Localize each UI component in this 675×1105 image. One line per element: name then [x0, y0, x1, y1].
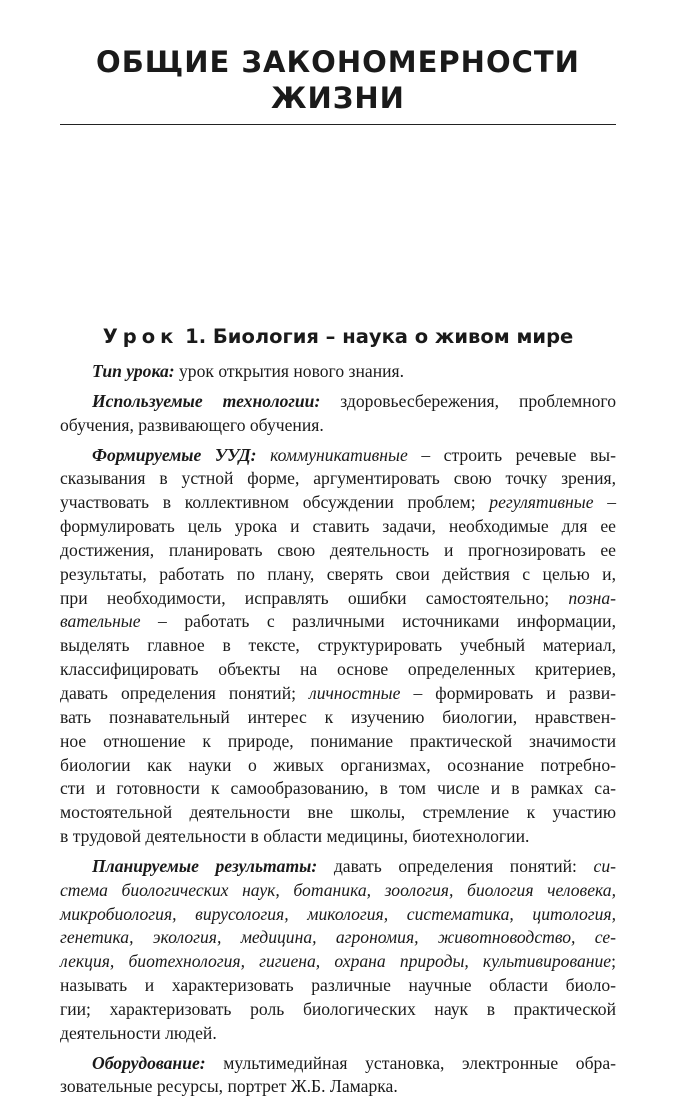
text-line: деятельности людей. [60, 1022, 217, 1043]
text-line: результаты, работать по плану, сверять свои действия с целью и, [60, 563, 616, 584]
text-line: зовательные ресурсы, портрет Ж.Б. Ламарка. [60, 1076, 398, 1097]
text-fragment: личностные [296, 682, 401, 703]
equipment-label: Оборудование: [92, 1052, 206, 1073]
text-line: генетика, экология, медицина, агрономия, животноводство, се- [60, 927, 616, 948]
chapter-title-line-1: ОБЩИЕ ЗАКОНОМЕРНОСТИ [96, 45, 580, 79]
text-line [60, 855, 616, 879]
text-fragment: давать определения понятий: [317, 855, 577, 876]
text-line: микробиология, вирусология, микология, систематика, цитология, [60, 903, 616, 924]
uud-label: Формируемые УУД: [92, 444, 257, 465]
lesson-type-paragraph [60, 360, 616, 384]
text-line [60, 444, 616, 468]
text-fragment: си- [576, 855, 616, 876]
lesson-word: Урок [102, 325, 179, 348]
text-fragment: – работать с различными источниками информации, [140, 611, 616, 632]
text-line [60, 950, 616, 974]
text-line [60, 682, 616, 706]
text-line [60, 610, 616, 634]
text-line: достижения, планировать свою деятельность и прогнозировать ее [60, 539, 616, 560]
text-line: обучения, развивающего обучения. [60, 414, 324, 435]
lesson-type-text: урок открытия нового знания. [174, 361, 405, 381]
chapter-title [60, 44, 616, 116]
text-line: биологии как науки о живых организмах, осознание потребно- [60, 754, 616, 775]
title-divider [60, 124, 616, 125]
text-line: классифицировать объекты на основе определенных критериев, [60, 659, 616, 680]
text-line [60, 1052, 616, 1076]
text-fragment: – [593, 492, 616, 513]
text-fragment: вательные [60, 611, 141, 632]
text-fragment: регулятивные [475, 492, 594, 513]
text-line: называть и характеризовать различные научные области биоло- [60, 975, 616, 996]
technologies-label: Используемые технологии: [92, 390, 321, 411]
text-fragment: – строить речевые вы- [407, 444, 616, 465]
text-fragment: лекция, биотехнология, гигиена, охрана природы, культивирование [60, 951, 612, 972]
technologies-paragraph [60, 390, 616, 438]
text-line: ное отношение к природе, понимание практической значимости [60, 730, 616, 751]
results-label: Планируемые результаты: [92, 855, 318, 876]
text-line: сти и готовности к самообразованию, в том числе и в рамках са- [60, 778, 616, 799]
text-fragment: ; [611, 951, 616, 972]
lesson-heading: Биология – наука о живом мире [212, 325, 574, 348]
text-fragment: коммуникативные [256, 444, 408, 465]
text-line: в трудовой деятельности в области медицины, биотехнологии. [60, 826, 530, 847]
text-line: мостоятельной деятельности вне школы, стремление к участию [60, 802, 616, 823]
text-line: выделять главное в тексте, структурировать учебный материал, [60, 635, 616, 656]
text-fragment: при необходимости, исправлять ошибки самостоятельно; [60, 587, 550, 608]
lesson-type-label: Тип урока: [92, 361, 175, 381]
text-line [60, 360, 616, 384]
lesson-number: 1. [185, 325, 207, 348]
uud-paragraph [60, 444, 616, 849]
text-fragment: – формировать и разви- [400, 682, 616, 703]
text-fragment: участвовать в коллективном обсуждении проблем; [60, 492, 476, 513]
lesson-title [60, 323, 616, 351]
equipment-paragraph [60, 1052, 616, 1100]
text-line [60, 491, 616, 515]
text-line: сказывания в устной форме, аргументировать свою точку зрения, [60, 468, 616, 489]
text-fragment: мультимедийная установка, электронные обра- [205, 1052, 616, 1073]
text-line [60, 587, 616, 611]
text-line [60, 390, 616, 414]
text-line: гии; характеризовать роль биологических наук в практической [60, 998, 616, 1019]
text-fragment: позна- [549, 587, 616, 608]
text-line: формулировать цель урока и ставить задачи, необходимые для ее [60, 516, 616, 537]
text-line: вать познавательный интерес к изучению биологии, нравствен- [60, 706, 616, 727]
text-line: стема биологических наук, ботаника, зоология, биология человека, [60, 879, 616, 900]
results-paragraph [60, 855, 616, 1046]
text-fragment: здоровьесбережения, проблемного [320, 390, 616, 411]
text-fragment: давать определения понятий; [60, 682, 296, 703]
lesson-body [60, 360, 616, 1105]
chapter-title-line-2: ЖИЗНИ [271, 81, 405, 115]
